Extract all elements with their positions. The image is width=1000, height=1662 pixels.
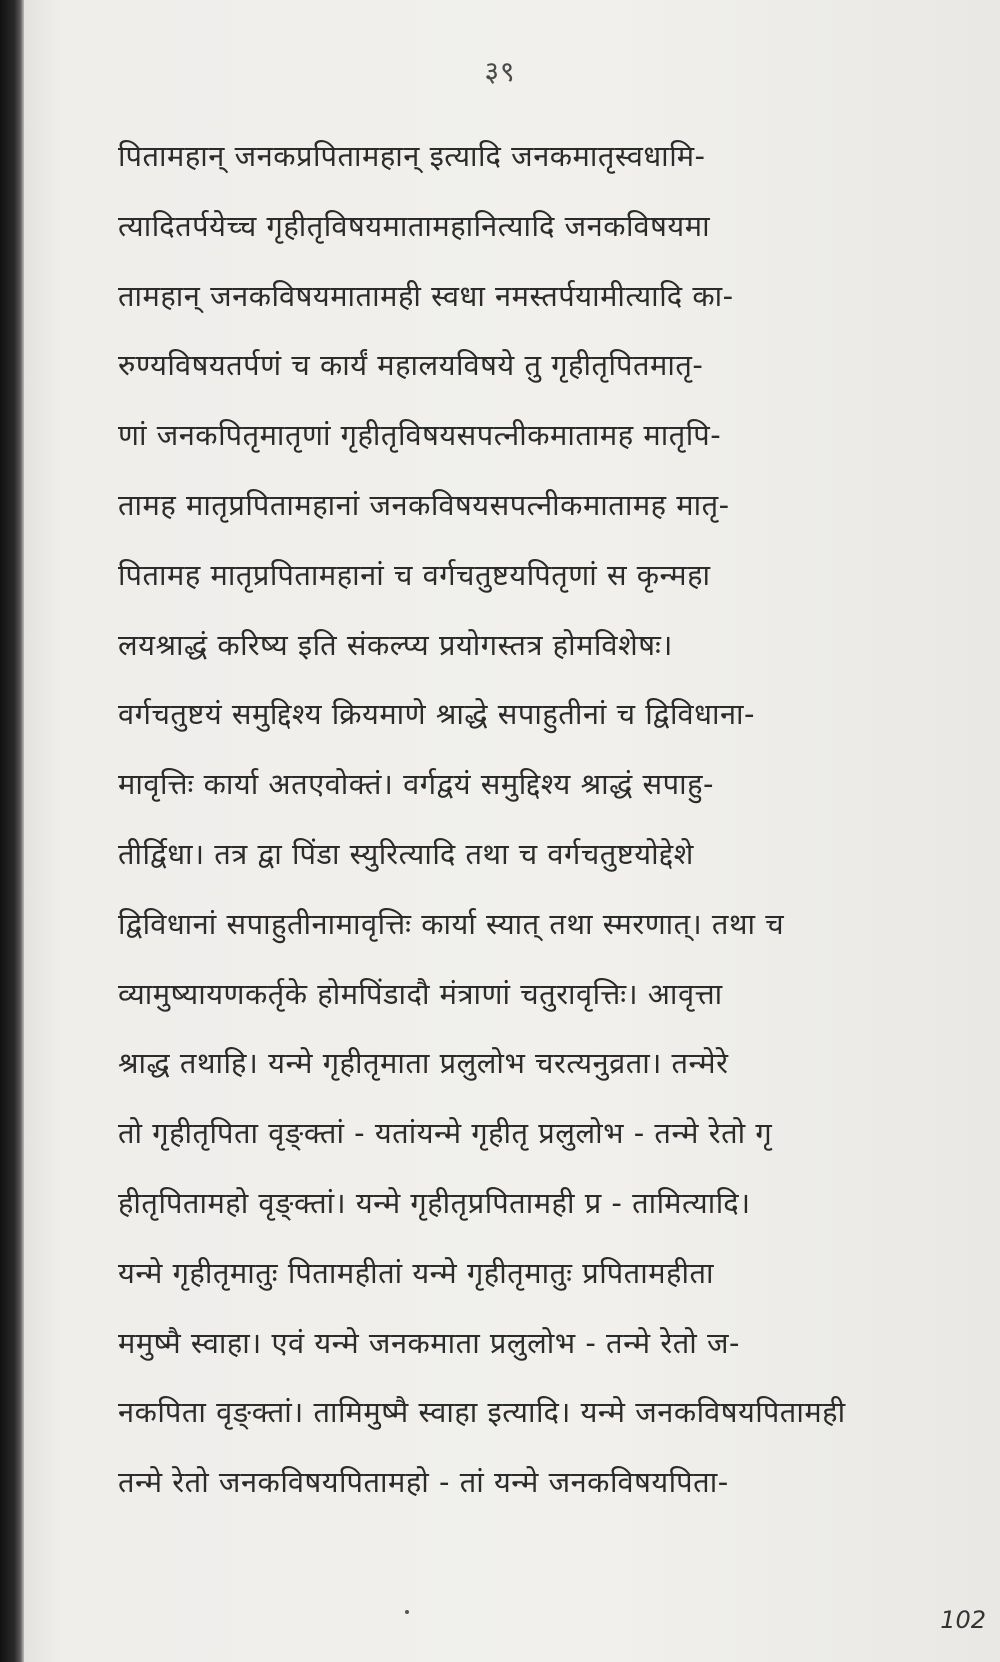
text-line: व्यामुष्यायणकर्तृके होमपिंडादौ मंत्राणां चतुरावृत्तिः। आवृत्ता <box>118 976 723 1011</box>
folio-number: 102 <box>940 1606 986 1634</box>
manuscript-text <box>118 122 878 1518</box>
text-line: तीर्द्विधा। तत्र द्वा पिंडा स्युरित्यादि तथा च वर्गचतुष्टयोद्देशे <box>118 836 694 871</box>
text-line: पितामह मातृप्रपितामहानां च वर्गचतुष्टयपितृणां स कृन्महा <box>118 557 711 592</box>
text-line: तन्मे रेतो जनकविषयपितामहो - तां यन्मे जनकविषयपिता- <box>118 1465 729 1500</box>
text-line: णां जनकपितृमातृणां गृहीतृविषयसपत्नीकमातामह मातृपि- <box>118 418 722 453</box>
text-line: ममुष्मै स्वाहा। एवं यन्मे जनकमाता प्रलुलोभ - तन्मे रेतो ज- <box>118 1325 740 1360</box>
text-line: तो गृहीतृपिता वृङ्क्तां - यतांयन्मे गृहीतृ प्रलुलोभ - तन्मे रेतो गृ <box>118 1116 773 1151</box>
text-line: द्विविधानां सपाहुतीनामावृत्तिः कार्या स्यात् तथा स्मरणात्। तथा च <box>118 906 785 941</box>
text-line: नकपिता वृङ्क्तां। तामिमुष्मै स्वाहा इत्यादि। यन्मे जनकविषयपितामही <box>118 1395 846 1430</box>
text-line: मावृत्तिः कार्या अतएवोक्तं। वर्गद्वयं समुद्दिश्य श्राद्धं सपाहु- <box>118 767 714 802</box>
text-line: त्यादितर्पयेच्च गृहीतृविषयमातामहानित्यादि जनकविषयमा <box>118 208 711 243</box>
ink-speck <box>405 1610 409 1614</box>
text-line: लयश्राद्धं करिष्य इति संकल्प्य प्रयोगस्तत्र होमविशेषः। <box>118 627 673 662</box>
text-line: रुण्यविषयतर्पणं च कार्यं महालयविषये तु गृहीतृपितमातृ- <box>118 348 704 383</box>
text-line: तामहान् जनकविषयमातामही स्वधा नमस्तर्पयामीत्यादि का- <box>118 278 734 313</box>
text-line: तामह मातृप्रपितामहानां जनकविषयसपत्नीकमातामह मातृ- <box>118 487 730 522</box>
text-line: वर्गचतुष्टयं समुद्दिश्य क्रियमाणे श्राद्धे सपाहुतीनां च द्विविधाना- <box>118 697 756 732</box>
text-line: यन्मे गृहीतृमातुः पितामहीतां यन्मे गृहीतृमातुः प्रपितामहीता <box>118 1255 715 1290</box>
text-line: हीतृपितामहो वृङ्क्तां। यन्मे गृहीतृप्रपितामही प्र - तामित्यादि। <box>118 1185 751 1220</box>
page-number: ३९ <box>484 55 516 88</box>
text-line: श्राद्ध तथाहि। यन्मे गृहीतृमाता प्रलुलोभ चरत्यनुव्रता। तन्मेरे <box>118 1046 729 1081</box>
text-line: पितामहान् जनकप्रपितामहान् इत्यादि जनकमातृस्वधामि- <box>118 139 706 173</box>
binding-edge <box>0 0 24 1662</box>
